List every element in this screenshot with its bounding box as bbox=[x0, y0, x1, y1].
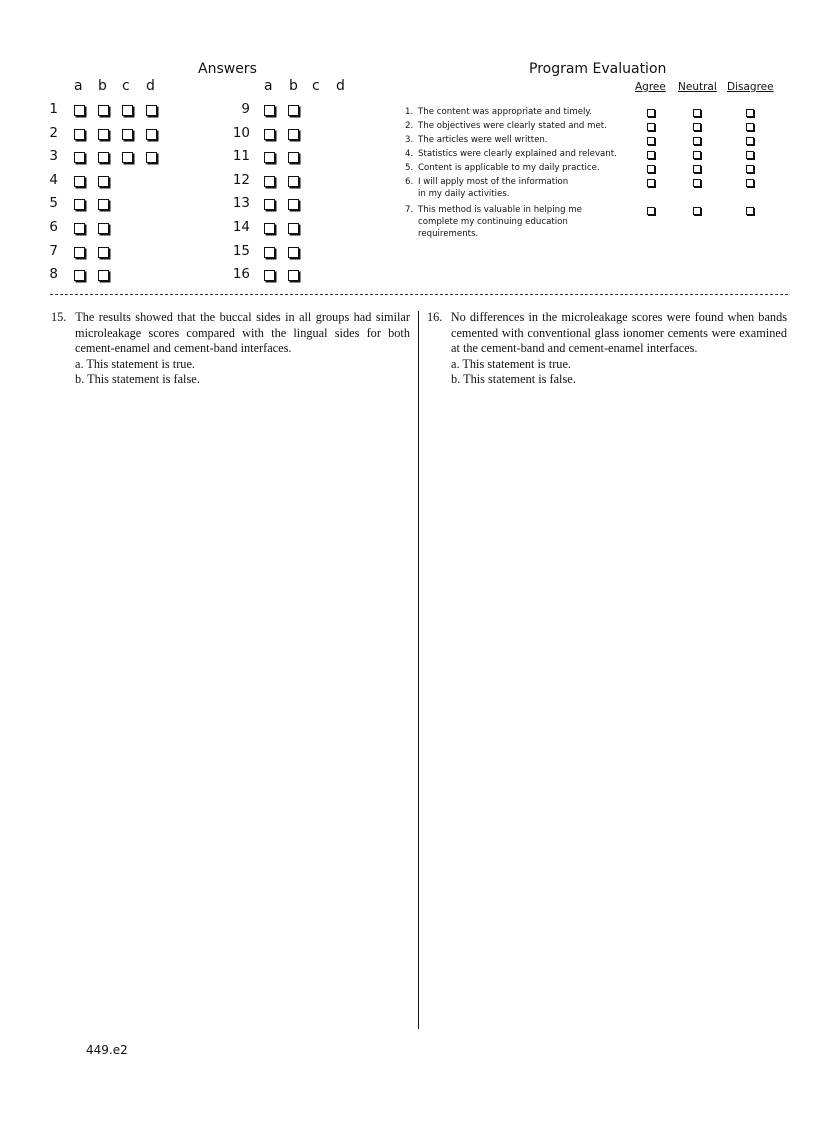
answer-checkbox[interactable] bbox=[122, 152, 133, 163]
answer-row-number: 4 bbox=[49, 171, 58, 188]
answer-checkbox[interactable] bbox=[264, 152, 275, 163]
eval-item-number: 4. bbox=[405, 149, 414, 159]
answer-checkbox[interactable] bbox=[74, 223, 85, 234]
question-15-option-b: b. This statement is false. bbox=[75, 372, 200, 387]
answer-col-header-d: d bbox=[146, 78, 155, 94]
answer-checkbox[interactable] bbox=[288, 247, 299, 258]
answer-checkbox[interactable] bbox=[74, 247, 85, 258]
answer-checkbox[interactable] bbox=[264, 129, 275, 140]
eval-checkbox-neutral[interactable] bbox=[693, 179, 701, 187]
eval-checkbox-agree[interactable] bbox=[647, 165, 655, 173]
answer-checkbox[interactable] bbox=[98, 129, 109, 140]
answer-col-header-a: a bbox=[264, 78, 273, 94]
page-number: 449.e2 bbox=[86, 1043, 128, 1057]
eval-checkbox-agree[interactable] bbox=[647, 207, 655, 215]
answer-row-number: 8 bbox=[49, 266, 58, 283]
answer-checkbox[interactable] bbox=[74, 105, 85, 116]
answer-checkbox[interactable] bbox=[288, 105, 299, 116]
eval-item-5 bbox=[405, 162, 630, 174]
eval-item-7 bbox=[405, 204, 630, 240]
eval-item-number: 3. bbox=[405, 135, 414, 145]
eval-item-text: This method is valuable in helping me bbox=[418, 205, 582, 215]
answer-checkbox[interactable] bbox=[98, 247, 109, 258]
answer-checkbox[interactable] bbox=[264, 199, 275, 210]
eval-checkbox-disagree[interactable] bbox=[746, 137, 754, 145]
eval-column-header-disagree: Disagree bbox=[727, 81, 774, 93]
eval-checkbox-neutral[interactable] bbox=[693, 137, 701, 145]
answer-checkbox[interactable] bbox=[122, 105, 133, 116]
answer-checkbox[interactable] bbox=[288, 176, 299, 187]
answer-checkbox[interactable] bbox=[74, 152, 85, 163]
answer-checkbox[interactable] bbox=[98, 152, 109, 163]
eval-checkbox-agree[interactable] bbox=[647, 109, 655, 117]
eval-checkbox-agree[interactable] bbox=[647, 179, 655, 187]
answer-checkbox[interactable] bbox=[288, 152, 299, 163]
eval-item-3 bbox=[405, 134, 630, 146]
eval-item-4 bbox=[405, 148, 630, 160]
question-15 bbox=[51, 310, 410, 388]
eval-column-header-agree: Agree bbox=[635, 81, 666, 93]
eval-checkbox-disagree[interactable] bbox=[746, 165, 754, 173]
answer-checkbox[interactable] bbox=[288, 223, 299, 234]
eval-checkbox-neutral[interactable] bbox=[693, 151, 701, 159]
eval-item-text: Statistics were clearly explained and relevant. bbox=[418, 149, 617, 159]
question-15-number: 15. bbox=[51, 310, 67, 324]
answer-checkbox[interactable] bbox=[98, 223, 109, 234]
answer-row-number: 10 bbox=[232, 124, 250, 141]
eval-item-number: 5. bbox=[405, 163, 414, 173]
eval-checkbox-neutral[interactable] bbox=[693, 207, 701, 215]
answer-checkbox[interactable] bbox=[74, 199, 85, 210]
eval-checkbox-disagree[interactable] bbox=[746, 123, 754, 131]
answer-checkbox[interactable] bbox=[264, 176, 275, 187]
answer-row-number: 7 bbox=[49, 242, 58, 259]
eval-item-text: in my daily activities. bbox=[418, 189, 510, 199]
answer-col-header-d: d bbox=[336, 78, 345, 94]
eval-item-text: Content is applicable to my daily practice. bbox=[418, 163, 600, 173]
answer-checkbox[interactable] bbox=[288, 129, 299, 140]
eval-item-number: 7. bbox=[405, 205, 414, 215]
answer-col-header-a: a bbox=[74, 78, 83, 94]
answer-row-number: 13 bbox=[232, 195, 250, 212]
eval-checkbox-neutral[interactable] bbox=[693, 109, 701, 117]
eval-item-text: The objectives were clearly stated and met. bbox=[418, 121, 607, 131]
answer-checkbox[interactable] bbox=[264, 270, 275, 281]
answer-row-number: 12 bbox=[232, 171, 250, 188]
answer-checkbox[interactable] bbox=[98, 176, 109, 187]
eval-item-text: The content was appropriate and timely. bbox=[418, 107, 592, 117]
eval-checkbox-agree[interactable] bbox=[647, 123, 655, 131]
eval-checkbox-disagree[interactable] bbox=[746, 207, 754, 215]
answer-checkbox[interactable] bbox=[288, 270, 299, 281]
eval-item-1 bbox=[405, 106, 630, 118]
program-evaluation-title: Program Evaluation bbox=[529, 61, 667, 77]
answer-col-header-c: c bbox=[122, 78, 130, 94]
eval-item-number: 6. bbox=[405, 177, 414, 187]
question-16-option-b: b. This statement is false. bbox=[451, 372, 576, 387]
answer-row-number: 9 bbox=[241, 101, 250, 117]
question-16-option-a: a. This statement is true. bbox=[451, 356, 571, 371]
answer-checkbox[interactable] bbox=[146, 152, 157, 163]
dashed-divider bbox=[50, 294, 788, 295]
answer-row-number: 3 bbox=[49, 148, 58, 165]
answer-checkbox[interactable] bbox=[122, 129, 133, 140]
eval-item-text: I will apply most of the information bbox=[418, 177, 569, 187]
answer-col-header-c: c bbox=[312, 78, 320, 94]
eval-column-header-neutral: Neutral bbox=[678, 81, 717, 93]
answer-row-number: 5 bbox=[49, 195, 58, 212]
eval-checkbox-neutral[interactable] bbox=[693, 165, 701, 173]
answer-checkbox[interactable] bbox=[264, 247, 275, 258]
answer-row-number: 6 bbox=[49, 219, 58, 235]
question-16-number: 16. bbox=[427, 310, 443, 324]
eval-item-text: requirements. bbox=[418, 229, 479, 239]
answer-row-number: 2 bbox=[49, 124, 58, 141]
eval-checkbox-disagree[interactable] bbox=[746, 179, 754, 187]
eval-item-6 bbox=[405, 176, 630, 200]
answer-checkbox[interactable] bbox=[98, 105, 109, 116]
eval-checkbox-neutral[interactable] bbox=[693, 123, 701, 131]
eval-item-text: The articles were well written. bbox=[418, 135, 548, 145]
question-15-text: The results showed that the buccal sides in all groups had similar microleakage scores compared with the lingual sides for both cement-enamel and cement-band interfaces. bbox=[75, 310, 410, 356]
eval-checkbox-disagree[interactable] bbox=[746, 109, 754, 117]
eval-item-number: 2. bbox=[405, 121, 414, 131]
answer-row-number: 14 bbox=[232, 219, 250, 235]
answer-col-header-b: b bbox=[289, 78, 298, 94]
eval-item-number: 1. bbox=[405, 107, 414, 117]
answer-checkbox[interactable] bbox=[98, 270, 109, 281]
answer-checkbox[interactable] bbox=[264, 223, 275, 234]
answer-checkbox[interactable] bbox=[288, 199, 299, 210]
eval-checkbox-disagree[interactable] bbox=[746, 151, 754, 159]
answer-checkbox[interactable] bbox=[74, 270, 85, 281]
eval-checkbox-agree[interactable] bbox=[647, 137, 655, 145]
eval-item-text: complete my continuing education bbox=[418, 217, 568, 227]
eval-checkbox-agree[interactable] bbox=[647, 151, 655, 159]
answer-checkbox[interactable] bbox=[146, 129, 157, 140]
answer-checkbox[interactable] bbox=[264, 105, 275, 116]
answer-checkbox[interactable] bbox=[146, 105, 157, 116]
answer-row-number: 16 bbox=[232, 266, 250, 283]
question-15-option-a: a. This statement is true. bbox=[75, 356, 195, 371]
answer-col-header-b: b bbox=[98, 78, 107, 94]
answer-row-number: 15 bbox=[232, 242, 250, 259]
answer-checkbox[interactable] bbox=[74, 176, 85, 187]
answers-title: Answers bbox=[198, 61, 257, 77]
answer-row-number: 1 bbox=[49, 101, 58, 117]
eval-item-2 bbox=[405, 120, 630, 132]
question-16-text: No differences in the microleakage scores were found when bands cemented with conventional glass ionomer cements were examined at the cement-band and cement-enamel interfaces. bbox=[450, 310, 787, 356]
answer-checkbox[interactable] bbox=[74, 129, 85, 140]
answer-checkbox[interactable] bbox=[98, 199, 109, 210]
question-16 bbox=[427, 310, 787, 388]
column-divider bbox=[418, 311, 419, 1029]
answer-row-number: 11 bbox=[232, 148, 250, 165]
